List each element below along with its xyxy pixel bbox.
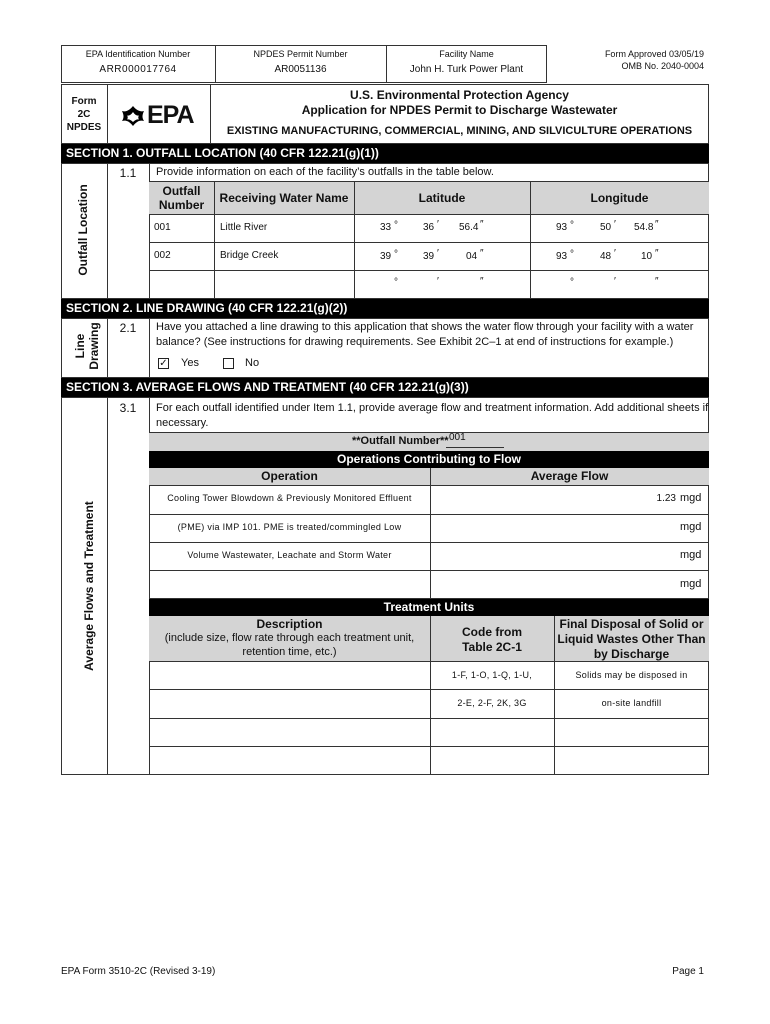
- outfall-row1-number[interactable]: 001: [154, 222, 171, 233]
- sec-symbol: ″: [655, 219, 659, 230]
- divider: [149, 270, 709, 271]
- deg-symbol: °: [394, 249, 398, 260]
- flow-row1-value[interactable]: 1.23: [656, 493, 676, 504]
- outfall-row2-lon-sec[interactable]: 10: [641, 251, 653, 262]
- min-symbol: ′: [614, 248, 616, 259]
- line-drawing-question-2: balance? (See instructions for drawing requirements. See Exhibit 2C–1 at end of instructions for example.): [156, 336, 674, 348]
- deg-symbol: °: [394, 277, 398, 288]
- min-symbol: ′: [437, 276, 439, 287]
- operations-heading: Operations Contributing to Flow: [149, 451, 709, 468]
- epa-logo-text: EPA: [147, 101, 194, 129]
- epa-id-label: EPA Identification Number: [85, 49, 191, 59]
- no-checkbox[interactable]: [223, 358, 234, 369]
- divider: [107, 84, 108, 144]
- epa-flower-icon: [120, 103, 146, 129]
- col-outfall-number-2: Number: [158, 198, 205, 212]
- outfall-row2-water[interactable]: Bridge Creek: [220, 250, 279, 261]
- col-latitude: Latitude: [418, 191, 466, 205]
- outfall-row2-lat-min[interactable]: 39: [423, 251, 435, 262]
- outfall-location-side-label: Outfall Location: [76, 184, 90, 276]
- col-average-flow: Average Flow: [530, 469, 609, 483]
- item-3-1: 3.1: [119, 401, 137, 415]
- outfall-row1-lat-sec[interactable]: 56.4: [459, 222, 479, 233]
- divider: [149, 214, 709, 215]
- form-label: Form: [71, 96, 97, 107]
- average-flows-side-label: Average Flows and Treatment: [82, 501, 96, 671]
- min-symbol: ′: [614, 276, 616, 287]
- yes-label: Yes: [181, 357, 199, 369]
- form-program: NPDES: [66, 122, 102, 133]
- flow-row1-unit: mgd: [680, 492, 702, 504]
- no-label: No: [245, 357, 260, 369]
- treatment-row2-code[interactable]: 2-E, 2-F, 2K, 3G: [457, 698, 527, 708]
- treatment-units-heading: Treatment Units: [149, 599, 709, 616]
- yes-checkbox[interactable]: [158, 358, 169, 369]
- epa-logo: [120, 103, 200, 129]
- flow-row3-unit: mgd: [680, 549, 702, 561]
- operation-row2[interactable]: (PME) via IMP 101. PME is treated/commingled Low: [177, 522, 402, 532]
- outfall-number-underline: [446, 447, 504, 448]
- deg-symbol: °: [570, 220, 574, 231]
- application-title: Application for NPDES Permit to Discharge Wastewater: [301, 103, 618, 117]
- page-number: Page 1: [672, 966, 704, 977]
- section3-heading: SECTION 3. AVERAGE FLOWS AND TREATMENT (40 CFR 122.21(g)(3)): [61, 378, 709, 397]
- outfall-row1-lat-min[interactable]: 36: [423, 222, 435, 233]
- operation-row1[interactable]: Cooling Tower Blowdown & Previously Monitored Effluent: [167, 493, 412, 503]
- treatment-row1-disposal[interactable]: Solids may be disposed in: [575, 670, 688, 680]
- min-symbol: ′: [437, 219, 439, 230]
- epa-id-value[interactable]: ARR000017764: [99, 64, 177, 75]
- sec-symbol: ″: [480, 219, 484, 230]
- check-mark-icon: ✓: [159, 358, 168, 369]
- col-code-2: Table 2C-1: [462, 640, 522, 654]
- outfall-row1-water[interactable]: Little River: [220, 222, 268, 233]
- outfall-row2-lat-sec[interactable]: 04: [466, 251, 478, 262]
- section3-instruction-1: For each outfall identified under Item 1.1, provide average flow and treatment information. Add additional sheets if: [156, 402, 709, 414]
- divider: [149, 570, 709, 571]
- min-symbol: ′: [614, 219, 616, 230]
- outfall-row2-lat-deg[interactable]: 39: [380, 251, 392, 262]
- outfall-row2-lon-min[interactable]: 48: [600, 251, 612, 262]
- col-description-2: (include size, flow rate through each treatment unit,: [164, 632, 415, 644]
- divider: [149, 485, 709, 486]
- divider: [149, 181, 709, 182]
- sec-symbol: ″: [480, 248, 484, 259]
- facility-name-value[interactable]: John H. Turk Power Plant: [409, 64, 524, 75]
- flow-row4-unit: mgd: [680, 578, 702, 590]
- col-disposal-3: by Discharge: [593, 647, 670, 661]
- col-longitude: Longitude: [590, 191, 649, 205]
- npdes-permit-label: NPDES Permit Number: [253, 49, 348, 59]
- deg-symbol: °: [394, 220, 398, 231]
- form-number: 2C: [77, 109, 91, 120]
- line-drawing-side-label-2: Drawing: [87, 322, 101, 370]
- col-code-1: Code from: [462, 625, 522, 639]
- col-receiving-water: Receiving Water Name: [219, 191, 349, 205]
- section1-heading: SECTION 1. OUTFALL LOCATION (40 CFR 122.21(g)(1)): [61, 144, 709, 163]
- item-2-1: 2.1: [119, 321, 137, 335]
- outfall-row2-number[interactable]: 002: [154, 250, 171, 261]
- divider: [149, 318, 150, 378]
- min-symbol: ′: [437, 248, 439, 259]
- outfall-row2-lon-deg[interactable]: 93: [556, 251, 568, 262]
- sec-symbol: ″: [655, 276, 659, 287]
- form-number-footer: EPA Form 3510-2C (Revised 3-19): [61, 966, 216, 977]
- outfall-row1-lon-deg[interactable]: 93: [556, 222, 568, 233]
- divider: [149, 746, 709, 747]
- divider: [107, 397, 108, 775]
- treatment-row2-disposal[interactable]: on-site landfill: [601, 698, 662, 708]
- outfall-row1-lon-min[interactable]: 50: [600, 222, 612, 233]
- npdes-permit-value[interactable]: AR0051136: [274, 64, 327, 75]
- facility-name-label: Facility Name: [439, 49, 494, 59]
- col-description-3: retention time, etc.): [242, 646, 337, 658]
- outfall-row1-lon-sec[interactable]: 54.8: [634, 222, 654, 233]
- divider: [149, 689, 709, 690]
- col-disposal-1: Final Disposal of Solid or: [559, 617, 704, 631]
- col-disposal-2: Liquid Wastes Other Than: [557, 632, 706, 646]
- outfall-number-value[interactable]: 001: [449, 432, 466, 443]
- flow-row2-unit: mgd: [680, 521, 702, 533]
- divider: [149, 432, 709, 433]
- deg-symbol: °: [570, 249, 574, 260]
- divider: [149, 718, 709, 719]
- deg-symbol: °: [570, 277, 574, 288]
- outfall-row1-lat-deg[interactable]: 33: [380, 222, 392, 233]
- outfall-number-label: **Outfall Number**: [352, 435, 449, 447]
- omb-number: OMB No. 2040-0004: [621, 61, 704, 71]
- treatment-row1-code[interactable]: 1-F, 1-O, 1-Q, 1-U,: [451, 670, 533, 680]
- sec-symbol: ″: [480, 276, 484, 287]
- form-approved: Form Approved 03/05/19: [604, 49, 704, 59]
- section3-instruction-2: necessary.: [156, 417, 209, 429]
- col-description-1: Description: [256, 617, 323, 631]
- sec-symbol: ″: [655, 248, 659, 259]
- divider: [149, 514, 709, 515]
- divider: [107, 163, 108, 299]
- line-drawing-question-1: Have you attached a line drawing to this application that shows the water flow through your facility with a water: [156, 321, 694, 333]
- operation-row3[interactable]: Volume Wastewater, Leachate and Storm Water: [187, 550, 392, 560]
- col-operation: Operation: [261, 469, 318, 483]
- item-1-1: 1.1: [119, 166, 137, 180]
- form-subtitle: EXISTING MANUFACTURING, COMMERCIAL, MINING, AND SILVICULTURE OPERATIONS: [226, 125, 693, 137]
- col-outfall-number-1: Outfall: [162, 184, 201, 198]
- divider: [149, 242, 709, 243]
- agency-name: U.S. Environmental Protection Agency: [350, 88, 569, 102]
- divider: [430, 468, 431, 598]
- section1-instruction: Provide information on each of the facility’s outfalls in the table below.: [156, 166, 494, 178]
- section2-heading: SECTION 2. LINE DRAWING (40 CFR 122.21(g)(2)): [61, 299, 709, 318]
- divider: [149, 542, 709, 543]
- line-drawing-side-label-1: Line: [73, 333, 87, 359]
- divider: [149, 661, 709, 662]
